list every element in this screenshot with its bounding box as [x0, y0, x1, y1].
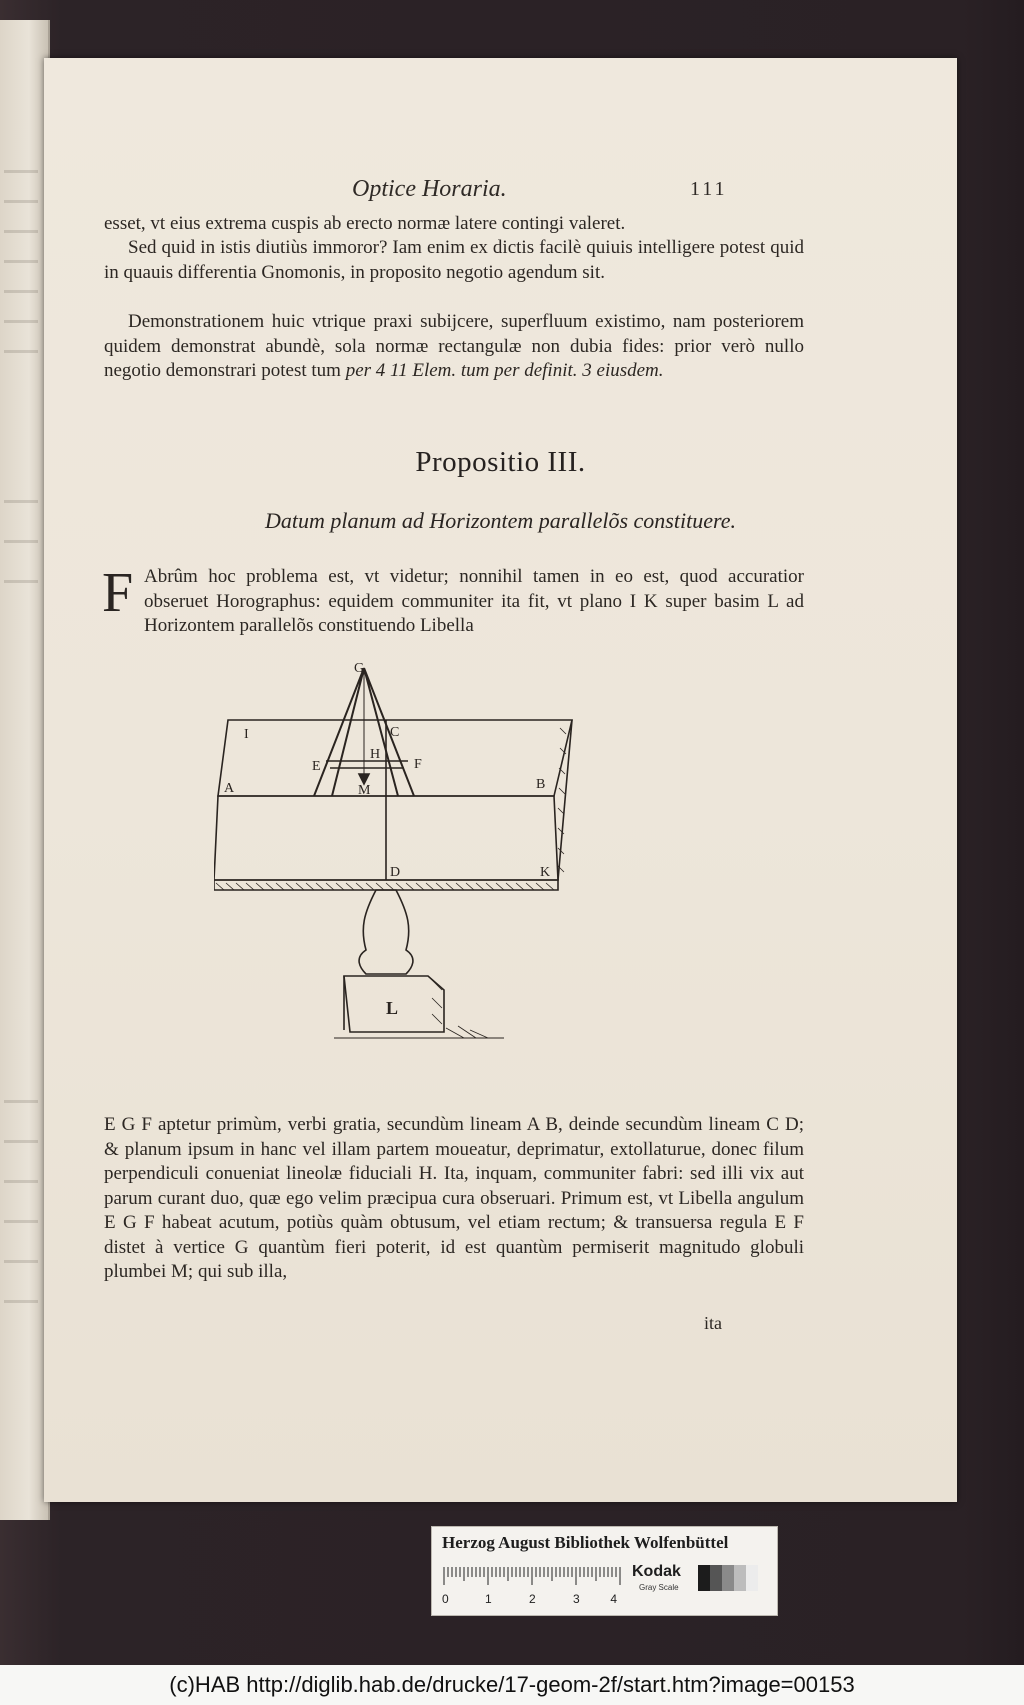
swatch-white — [746, 1565, 758, 1591]
swatch-dark-gray — [710, 1565, 722, 1591]
swatch-black — [698, 1565, 710, 1591]
color-calibration-bar — [431, 1526, 778, 1616]
citation: per 4 11 Elem. tum per definit. 3 eiusdem. — [345, 360, 664, 381]
gray-scale-label: Gray Scale — [639, 1583, 679, 1592]
kodak-brand: Kodak — [632, 1563, 681, 1580]
page-number: 111 — [690, 178, 728, 200]
ruler-number-2: 2 — [529, 1592, 536, 1606]
label-e: E — [312, 759, 321, 774]
swatch-light-gray — [734, 1565, 746, 1591]
label-b: B — [536, 777, 546, 792]
libella-figure — [214, 658, 714, 1138]
paragraph-demonstrationem — [104, 310, 804, 384]
drop-cap: F — [102, 562, 134, 624]
proposition-heading: Propositio III. — [415, 446, 586, 478]
ruler-number-4: 4 — [610, 1592, 617, 1606]
catchword: ita — [704, 1313, 722, 1333]
book-page — [44, 58, 957, 1502]
previous-page-edge — [0, 20, 50, 1520]
label-g: G — [354, 661, 365, 676]
swatch-mid-gray — [722, 1565, 734, 1591]
label-k: K — [540, 865, 551, 880]
ruler-number-1: 1 — [485, 1592, 492, 1606]
copyright-footer: (c)HAB http://diglib.hab.de/drucke/17-geom-2f/start.htm?image=00153 — [0, 1665, 1024, 1705]
label-l: L — [386, 998, 399, 1018]
demonstration-text: Demonstrationem huic vtrique praxi subijcere, superfluum existimo, nam posteriorem quidem demonstrat abundè, sola normæ rectangulæ non dubia fides: prior verò nullo negotio demonstrari potest tum — [104, 311, 804, 381]
institution-label: Herzog August Bibliothek Wolfenbüttel — [442, 1533, 729, 1552]
proposition-statement: Datum planum ad Horizontem parallelõs constituere. — [265, 508, 736, 533]
label-m: M — [358, 783, 371, 798]
label-i: I — [244, 727, 249, 742]
plane-right-edge — [558, 720, 572, 880]
label-h: H — [370, 747, 381, 762]
label-d: D — [390, 865, 401, 880]
label-f: F — [414, 757, 422, 772]
ruler-number-0: 0 — [442, 1592, 449, 1606]
running-head-title: Optice Horaria. — [352, 176, 507, 202]
label-a: A — [224, 781, 235, 796]
label-c: C — [390, 725, 400, 740]
paragraph-egf: E G F aptetur primùm, verbi gratia, secundùm lineam A B, deinde secundùm lineam C D; & planum ipsum in hanc vel illam partem moueatur, deprimatur, extollaturue, donec filum perpendiculi conueniat lineolæ fiduciali H. Ita, inquam, communiter fabri: sed illi vix aut parum curant duo, quæ ego velim præcipua cura obseruari. Primum est, vt Libella angulum E G F habeat acutum, potiùs quàm obtusum, vel etiam rectum; & transuersa regula E F distet à vertice G quantùm fieri poterit, id est quantùm permiserit magnitudo globuli plumbei M; qui sub illa, — [104, 1114, 804, 1282]
ruler-number-3: 3 — [573, 1592, 580, 1606]
gray-swatches — [698, 1565, 758, 1591]
paragraph-continuation: esset, vt eius extrema cuspis ab erecto normæ latere contingi valeret. — [104, 213, 626, 234]
stand-stem — [359, 890, 413, 974]
running-head — [44, 176, 957, 208]
paragraph-intro: Abrûm hoc problema est, vt videtur; nonnihil tamen in eo est, quod accuratior obseruet Horographus: equidem communiter ita fit, vt plano I K super basim L ad Horizontem parallelõs constituendo Libella — [144, 566, 804, 636]
plane-thickness — [214, 880, 558, 890]
paragraph-sed-quid: Sed quid in istis diutiùs immoror? Iam enim ex dictis facilè quiuis intelligere potest quid in quauis differentia Gnomonis, in proposito negotio agendum sit. — [104, 237, 804, 283]
hatching-group — [216, 728, 566, 1038]
ruler-scale — [442, 1565, 622, 1611]
